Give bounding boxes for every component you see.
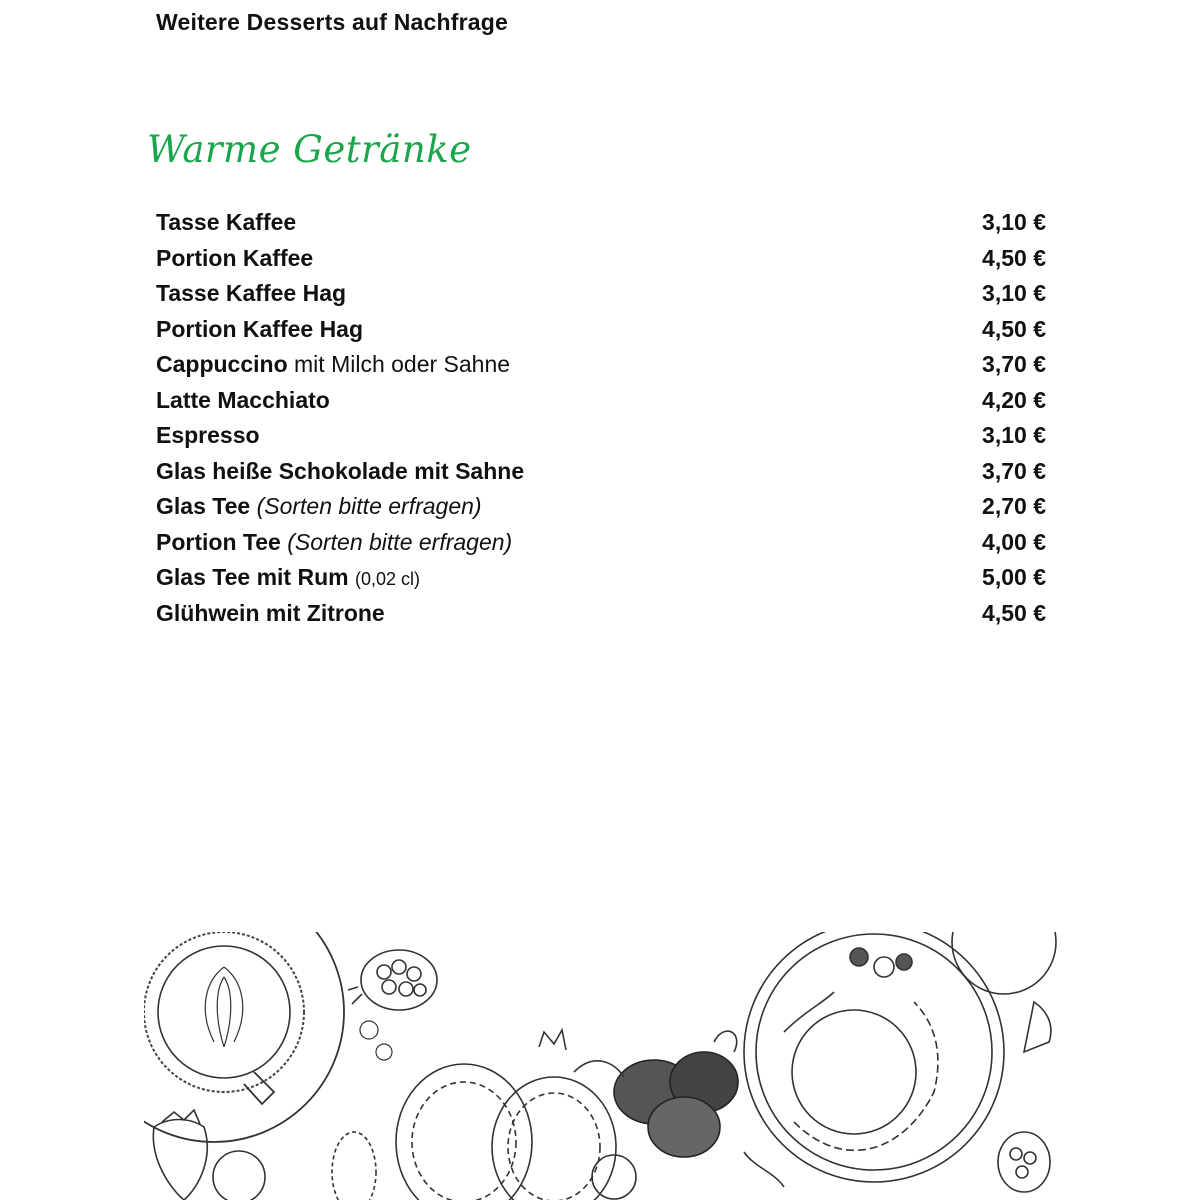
item-price: 4,00 € (982, 528, 1046, 555)
menu-item (156, 316, 1046, 352)
item-name: Glas Tee (156, 493, 251, 519)
item-price: 3,10 € (982, 280, 1046, 306)
item-price: 4,50 € (982, 599, 1046, 626)
item-name: Latte Macchiato (156, 386, 330, 413)
item-note: (Sorten bitte erfragen) (256, 493, 482, 519)
item-price: 4,50 € (982, 244, 1046, 271)
item-price: 5,00 € (982, 564, 1046, 590)
strawberry-icon (153, 1110, 207, 1200)
item-name: Glas heiße Schokolade mit Sahne (156, 457, 525, 484)
item-price: 2,70 € (982, 493, 1046, 519)
item-price: 3,10 € (982, 209, 1046, 235)
item-name: Glühwein mit Zitrone (156, 599, 385, 626)
item-price: 3,70 € (982, 351, 1046, 377)
menu-item (156, 422, 1046, 458)
raspberry-icon (348, 950, 437, 1010)
item-name: Tasse Kaffee (156, 209, 297, 235)
food-illustration (144, 932, 1058, 1200)
item-name: Portion Tee (156, 528, 281, 555)
drinks-menu-list (156, 209, 1046, 635)
menu-item (156, 600, 1046, 636)
section-title: Warme Getränke (147, 128, 472, 171)
menu-item (156, 529, 1046, 565)
pomegranate-icon (396, 1030, 616, 1200)
item-price: 3,70 € (982, 457, 1046, 484)
item-name: Portion Kaffee (156, 244, 314, 271)
menu-item (156, 280, 1046, 316)
dessert-note: Weitere Desserts auf Nachfrage (156, 9, 508, 35)
menu-item (156, 351, 1046, 387)
menu-item (156, 493, 1046, 529)
item-name: Portion Kaffee Hag (156, 315, 364, 342)
item-name: Cappuccino (156, 351, 288, 377)
item-name: Espresso (156, 422, 260, 448)
menu-item (156, 387, 1046, 423)
item-note: (Sorten bitte erfragen) (287, 528, 513, 555)
item-price: 4,20 € (982, 386, 1046, 413)
coffee-cup-icon (144, 932, 344, 1142)
menu-item (156, 564, 1046, 600)
menu-item (156, 245, 1046, 281)
item-price: 3,10 € (982, 422, 1046, 448)
item-note: mit Milch oder Sahne (294, 351, 511, 377)
item-name: Glas Tee mit Rum (156, 564, 349, 590)
item-note: (0,02 cl) (354, 569, 420, 589)
berry-icon (998, 1132, 1050, 1192)
dessert-plate-icon (744, 932, 1004, 1182)
item-name: Tasse Kaffee Hag (156, 280, 347, 306)
menu-item (156, 209, 1046, 245)
menu-item (156, 458, 1046, 494)
item-price: 4,50 € (982, 315, 1046, 342)
